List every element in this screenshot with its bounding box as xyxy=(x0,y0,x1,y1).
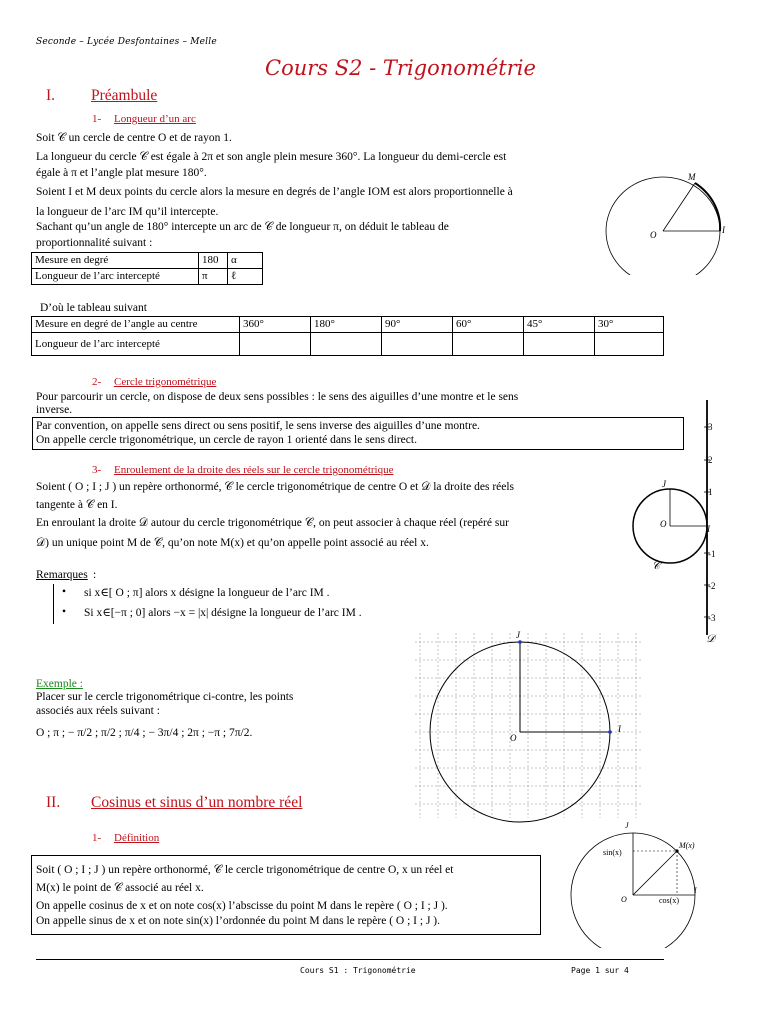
example-line: O ; π ; − π/2 ; π/2 ; π/4 ; − 3π/4 ; 2π ; −π ; 7π/2. xyxy=(36,727,253,739)
cos-label: cos(x) xyxy=(659,896,679,905)
footer-page: Page 1 sur 4 xyxy=(571,966,629,975)
sub-3-number: 3- xyxy=(92,464,102,476)
table-cell: α xyxy=(228,253,263,269)
table-cell: 30° xyxy=(595,317,664,333)
table-cell: Longueur de l’arc intercepté xyxy=(32,269,199,285)
point-label: I xyxy=(694,886,697,895)
page-title: Cours S2 - Trigonométrie xyxy=(265,56,536,80)
box-line: On appelle cosinus de x et on note cos(x) l’abscisse du point M dans le repère ( O ; I ; J ). xyxy=(36,900,448,912)
sub-def-number: 1- xyxy=(92,832,102,844)
box-line: M(x) le point de 𝒞 associé au réel x. xyxy=(36,882,204,894)
footer-rule xyxy=(36,959,664,960)
point-label: M(x) xyxy=(679,841,695,850)
sub-2-number: 2- xyxy=(92,376,102,388)
table-row xyxy=(32,317,664,333)
arc-figure xyxy=(600,165,750,275)
table-cell: Mesure en degré de l’angle au centre xyxy=(32,317,240,333)
table-cell: 60° xyxy=(453,317,524,333)
remarks-title xyxy=(36,569,88,581)
sub-3-title: Enroulement de la droite des réels sur le cercle trigonométrique xyxy=(114,464,394,476)
section-2-number: II. xyxy=(46,794,61,811)
point-label: I xyxy=(722,225,725,235)
para-line: égale à π et l’angle plat mesure 180°. xyxy=(36,167,207,179)
tick-label: 3 xyxy=(708,422,713,432)
point-marker xyxy=(608,730,612,734)
table-cell: 45° xyxy=(524,317,595,333)
remark-item: Si x∈[−π ; 0] alors −x = |x| désigne la longueur de l’arc IM . xyxy=(84,607,362,619)
table-row xyxy=(32,253,263,269)
para-line: Sachant qu’un angle de 180° intercepte un arc de 𝒞 de longueur π, on déduit le tableau de xyxy=(36,221,449,233)
para-line: tangente à 𝒞 en I. xyxy=(36,499,118,511)
point-label: M xyxy=(688,172,696,182)
sub-def-title: Définition xyxy=(114,832,160,844)
section-1-title: Préambule xyxy=(91,87,158,104)
tick-label: -1 xyxy=(708,549,716,559)
table-cell: 180° xyxy=(311,317,382,333)
remarks-rule xyxy=(53,584,55,624)
remarks-colon: : xyxy=(93,569,97,581)
table-cell xyxy=(382,333,453,356)
point-label: I xyxy=(707,524,710,534)
trig-circle-grid xyxy=(410,628,645,823)
example-line: Placer sur le cercle trigonométrique ci-contre, les points xyxy=(36,691,294,703)
wrapping-figure xyxy=(630,395,745,650)
section-2-title: Cosinus et sinus d’un nombre réel xyxy=(91,794,303,811)
table-cell xyxy=(524,333,595,356)
table-cell xyxy=(240,333,311,356)
tick-label: -3 xyxy=(708,613,716,623)
box-line: On appelle cercle trigonométrique, un cercle de rayon 1 orienté dans le sens direct. xyxy=(36,434,417,446)
table-row xyxy=(32,333,664,356)
bullet-icon: • xyxy=(62,606,67,618)
sub-1-number: 1- xyxy=(92,113,102,125)
definition-box xyxy=(31,855,541,935)
angle-arc-table xyxy=(31,316,664,356)
tick-label: 2 xyxy=(708,455,713,465)
footer-center: Cours S1 : Trigonométrie xyxy=(300,966,416,975)
para-line: 𝒟) un unique point M de 𝒞, qu’on note M(x) et qu’on appelle point associé au réel x. xyxy=(36,537,429,549)
para-line: Soient I et M deux points du cercle alors la mesure en degrés de l’angle IOM est alors proportionnelle à xyxy=(36,186,513,198)
header-left: Seconde – Lycée Desfontaines – Melle xyxy=(36,37,217,47)
table-lead: D’où le tableau suivant xyxy=(40,302,147,314)
remarks-label: Remarques xyxy=(36,569,88,581)
para-line: la longueur de l’arc IM qu’il intercepte. xyxy=(36,206,219,218)
para-line: En enroulant la droite 𝒟 autour du cercle trigonométrique 𝒞, on peut associer à chaque réel (repéré sur xyxy=(36,517,509,529)
table-cell: ℓ xyxy=(228,269,263,285)
point-label: O xyxy=(660,519,667,529)
table-cell: Mesure en degré xyxy=(32,253,199,269)
table-cell: 90° xyxy=(382,317,453,333)
line-label: 𝒟 xyxy=(706,633,715,645)
example-line: associés aux réels suivant : xyxy=(36,705,160,717)
para-line: proportionnalité suivant : xyxy=(36,237,153,249)
tick-label: 1 xyxy=(708,487,713,497)
example-title: Exemple : xyxy=(36,678,83,690)
point-label: I xyxy=(618,724,621,734)
bullet-icon: • xyxy=(62,586,67,598)
cos-sin-figure xyxy=(555,818,725,948)
para-line: Soit 𝒞 un cercle de centre O et de rayon 1. xyxy=(36,132,232,144)
sub-1-title: Longueur d’un arc xyxy=(114,113,196,125)
point-label: O xyxy=(621,895,627,904)
point-marker xyxy=(518,640,522,644)
remark-item: si x∈[ O ; π] alors x désigne la longueur de l’arc IM . xyxy=(84,587,330,599)
sub-2-title: Cercle trigonométrique xyxy=(114,376,217,388)
sin-label: sin(x) xyxy=(603,848,622,857)
table-cell xyxy=(453,333,524,356)
box-line: Par convention, on appelle sens direct ou sens positif, le sens inverse des aiguilles d’une montre. xyxy=(36,420,480,432)
table-cell: 360° xyxy=(240,317,311,333)
tick-label: -2 xyxy=(708,581,716,591)
point-label: J xyxy=(662,479,666,489)
para-line: Soient ( O ; I ; J ) un repère orthonormé, 𝒞 le cercle trigonométrique de centre O et 𝒟 la droite des réels xyxy=(36,481,515,493)
circle-label: 𝒞 xyxy=(652,560,661,572)
box-line: Soit ( O ; I ; J ) un repère orthonormé, 𝒞 le cercle trigonométrique de centre O, x un réel et xyxy=(36,864,454,876)
section-1-number: I. xyxy=(46,87,56,104)
para-line: La longueur du cercle 𝒞 est égale à 2π et son angle plein mesure 360°. La longueur du demi-cercle est xyxy=(36,151,507,163)
point-label: J xyxy=(625,821,629,830)
table-cell: π xyxy=(199,269,228,285)
point-label: J xyxy=(516,630,520,640)
table-cell: Longueur de l’arc intercepté xyxy=(32,333,240,356)
definition-box xyxy=(32,417,684,450)
para-line: inverse. xyxy=(36,404,73,416)
table-cell xyxy=(595,333,664,356)
box-line: On appelle sinus de x et on note sin(x) l’ordonnée du point M dans le repère ( O ; I ; J ). xyxy=(36,915,440,927)
para-line: Pour parcourir un cercle, on dispose de deux sens possibles : le sens des aiguilles d’une montre et le sens xyxy=(36,391,519,403)
table-cell xyxy=(311,333,382,356)
point-label: O xyxy=(650,230,657,240)
proportionality-table xyxy=(31,252,263,285)
point-label: O xyxy=(510,733,517,743)
table-row xyxy=(32,269,263,285)
table-cell: 180 xyxy=(199,253,228,269)
